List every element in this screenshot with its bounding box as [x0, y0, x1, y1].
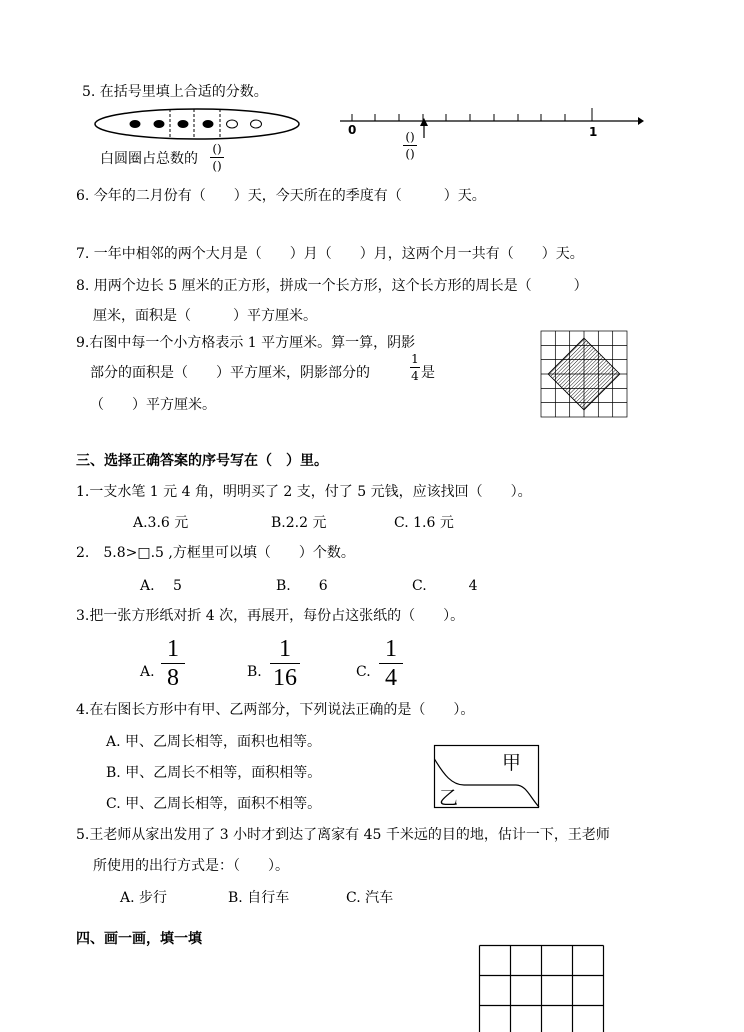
s3-q5-line1: 5.王老师从家出发用了 3 小时才到达了离家有 45 千米远的目的地，估计一下，王老师 [76, 827, 610, 843]
s3-q5-option-c: C. 汽车 [346, 890, 394, 906]
s3-q3-b-num: 1 [279, 636, 291, 662]
s3-q2-text: 2. 5.8>□.5 ,方框里可以填（ ）个数。 [76, 545, 355, 561]
q9-frac-den: 4 [411, 369, 419, 383]
s3-q4-text: 4.在右图长方形中有甲、乙两部分，下列说法正确的是（ ）。 [76, 702, 475, 718]
s3-q3-fraction-b [270, 636, 300, 691]
s3-q3-c-den: 4 [385, 665, 397, 691]
s3-q2-option-b: B. 6 [276, 578, 328, 594]
yi-label: 乙 [439, 787, 459, 809]
q6-text: 6. 今年的二月份有（ ）天，今天所在的季度有（ ）天。 [76, 188, 486, 204]
s3-q5-line2: 所使用的出行方式是：（ ）。 [93, 858, 289, 874]
q5-frac-den: () [212, 159, 222, 173]
q9-line2b: 是 [421, 365, 435, 381]
s3-q5-option-b: B. 自行车 [228, 890, 290, 906]
s3-q4-option-c: C. 甲、乙周长相等，面积不相等。 [106, 796, 322, 812]
axis-fraction [403, 130, 417, 161]
s3-q3-a-num: 1 [167, 636, 179, 662]
s3-q1-option-c: C. 1.6 元 [394, 515, 454, 531]
q9-line2a: 部分的面积是（ ）平方厘米，阴影部分的 [90, 365, 370, 381]
s3-q3-c-num: 1 [385, 636, 397, 662]
s3-q1-option-a: A.3.6 元 [133, 515, 189, 531]
number-line [340, 104, 645, 144]
s3-q2-option-c: C. 4 [412, 578, 478, 594]
s3-q3-fraction-a [161, 636, 185, 691]
s3-q4-option-a: A. 甲、乙周长相等，面积也相等。 [106, 734, 322, 750]
q9-fraction [410, 352, 420, 383]
q5-text: 5. 在括号里填上合适的分数。 [82, 84, 268, 100]
q9-line1: 9.右图中每一个小方格表示 1 平方厘米。算一算，阴影 [76, 335, 416, 351]
s3-q5-option-a: A. 步行 [120, 890, 168, 906]
s3-q3-b-label: B. [247, 664, 262, 680]
q5-label: 白圆圈占总数的 [100, 151, 198, 167]
s3-q3-fraction-c [379, 636, 403, 691]
section3-title: 三、选择正确答案的序号写在（ ）里。 [76, 453, 328, 469]
s3-q3-a-label: A. [140, 664, 155, 680]
axis-frac-den: () [405, 147, 415, 161]
q5-frac-num: () [212, 142, 222, 156]
q8-line1: 8. 用两个边长 5 厘米的正方形，拼成一个长方形，这个长方形的周长是（ ） [76, 278, 588, 294]
q7-text: 7. 一年中相邻的两个大月是（ ）月（ ）月，这两个月一共有（ ）天。 [76, 246, 584, 262]
s3-q4-option-b: B. 甲、乙周长不相等，面积相等。 [106, 765, 322, 781]
circles-ellipse-figure [93, 106, 301, 142]
s3-q2-option-a: A. 5 [140, 578, 182, 594]
axis-zero: 0 [348, 123, 357, 137]
section4-title: 四、画一画，填一填 [76, 931, 202, 947]
q8-line2: 厘米，面积是（ ）平方厘米。 [93, 308, 317, 324]
section4-grid [479, 945, 605, 1032]
s3-q3-b-den: 16 [273, 665, 297, 691]
q9-line3: （ ）平方厘米。 [90, 397, 216, 413]
s3-q3-c-label: C. [356, 664, 371, 680]
axis-one: 1 [589, 125, 598, 139]
q5-fraction [210, 142, 224, 173]
s3-q3-text: 3.把一张方形纸对折 4 次，再展开，每份占这张纸的（ ）。 [76, 608, 465, 624]
jia-label: 甲 [502, 752, 522, 774]
s3-q1-option-b: B.2.2 元 [271, 515, 327, 531]
s3-q1-text: 1.一支水笔 1 元 4 角，明明买了 2 支，付了 5 元钱，应该找回（ ）。 [76, 484, 532, 500]
shaded-diamond-grid [541, 331, 627, 417]
q9-frac-num: 1 [411, 352, 419, 366]
axis-frac-num: () [405, 130, 415, 144]
s3-q3-a-den: 8 [167, 665, 179, 691]
